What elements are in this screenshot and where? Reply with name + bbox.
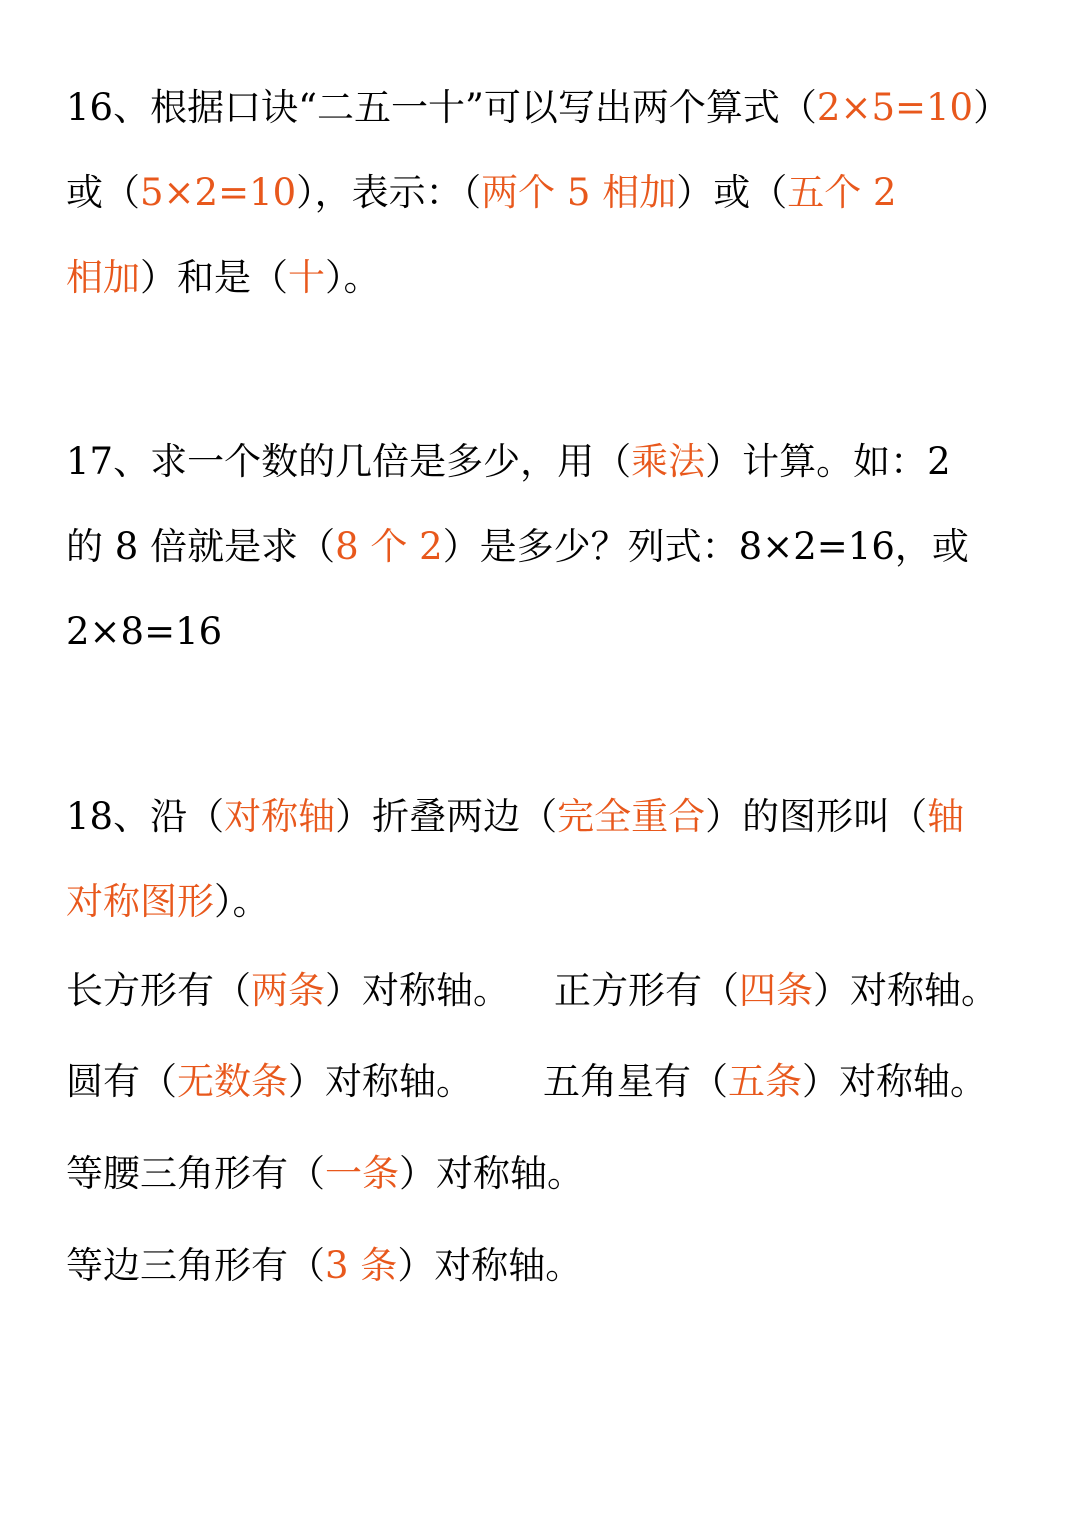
q16-answer-4: 五个 2: [787, 171, 897, 214]
q16-line-1: [66, 86, 1050, 130]
star-text: ）对称轴。: [802, 1060, 987, 1103]
square-answer: 四条: [739, 969, 813, 1012]
square-text: ）对称轴。: [813, 969, 998, 1012]
q18-line-equilateral: [66, 1244, 1050, 1288]
equilateral-text: ）对称轴。: [397, 1244, 583, 1287]
q18-text: ）。: [214, 880, 270, 923]
q18-text: ）折叠两边（: [335, 795, 558, 838]
q16-text: ）和是（: [140, 256, 288, 299]
q16-text: ）: [973, 86, 1011, 129]
isosceles-text: 等腰三角形有（: [66, 1152, 325, 1195]
isosceles-answer: 一条: [325, 1152, 399, 1195]
q17-text: ）是多少？列式：8×2=16，或: [442, 525, 969, 568]
q16-text: 16、根据口诀“二五一十”可以写出两个算式（: [66, 86, 817, 129]
q18-answer-3: 轴: [927, 795, 965, 838]
star-answer: 五条: [728, 1060, 802, 1103]
circle-text: 圆有（: [66, 1060, 177, 1103]
q16-answer-4-cont: 相加: [66, 256, 140, 299]
q18-line-2: [66, 880, 1050, 924]
rect-text: ）对称轴。: [325, 969, 510, 1012]
rect-text: 长方形有（: [66, 969, 251, 1012]
q16-answer-2: 5×2=10: [140, 171, 297, 214]
q18-answer-1: 对称轴: [224, 795, 336, 838]
q16-answer-1: 2×5=10: [816, 86, 974, 129]
isosceles-text: ）对称轴。: [399, 1152, 584, 1195]
rect-answer: 两条: [251, 969, 325, 1012]
q16-text: ），表示：（: [296, 171, 482, 214]
q17-text: ）计算。如：2: [705, 440, 951, 483]
q17-text: 的 8 倍就是求（: [66, 525, 336, 568]
circle-text: ）对称轴。: [288, 1060, 473, 1103]
q16-answer-3: 两个 5 相加: [481, 171, 677, 214]
q17-line-2: [66, 525, 1050, 569]
q17-answer-2: 8 个 2: [335, 525, 443, 568]
q18-line-1: [66, 795, 1050, 839]
q17-line-3: [66, 610, 1050, 654]
q18-answer-3-cont: 对称图形: [66, 880, 214, 923]
q18-line-isosceles: [66, 1152, 1050, 1196]
q16-line-3: [66, 256, 1050, 300]
star-text: 五角星有（: [543, 1060, 728, 1103]
q18-answer-2: 完全重合: [557, 795, 706, 838]
q16-text: ）。: [325, 256, 381, 299]
q17-text: 2×8=16: [66, 610, 223, 653]
q18-line-circle-star: [66, 1060, 1050, 1104]
q16-text: 或（: [66, 171, 140, 214]
square-text: 正方形有（: [554, 969, 739, 1012]
circle-answer: 无数条: [177, 1060, 288, 1103]
q18-line-rect-square: [66, 969, 1050, 1013]
q17-answer-1: 乘法: [631, 440, 706, 483]
q16-text: ）或（: [676, 171, 788, 214]
q16-answer-5: 十: [288, 256, 325, 299]
q17-line-1: [66, 440, 1050, 484]
equilateral-answer: 3 条: [325, 1244, 398, 1287]
q16-line-2: [66, 171, 1050, 215]
equilateral-text: 等边三角形有（: [66, 1244, 325, 1287]
q18-text: 18、沿（: [66, 795, 225, 838]
q17-text: 17、求一个数的几倍是多少，用（: [66, 440, 632, 483]
q18-text: ）的图形叫（: [705, 795, 928, 838]
